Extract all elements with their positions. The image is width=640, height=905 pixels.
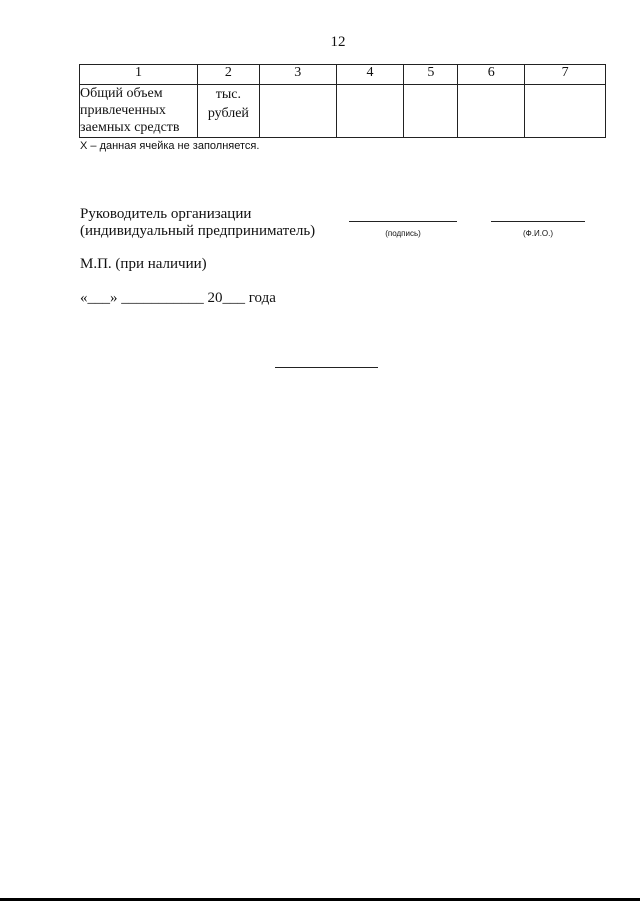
page-bottom-border <box>0 898 640 901</box>
row-label-line: привлеченных <box>80 103 166 118</box>
date-line: «___» ___________ 20___ года <box>80 290 276 306</box>
name-caption: (Ф.И.О.) <box>522 229 554 238</box>
column-header: 5 <box>404 65 458 85</box>
signature-caption: (подпись) <box>385 229 421 238</box>
column-header: 6 <box>458 65 525 85</box>
value-cell <box>525 85 606 138</box>
signatory-title <box>80 206 315 240</box>
end-separator <box>275 367 378 368</box>
value-cell <box>259 85 336 138</box>
unit-line: рублей <box>207 106 249 121</box>
column-header: 3 <box>259 65 336 85</box>
signature-line <box>349 221 457 222</box>
column-header: 2 <box>197 65 259 85</box>
name-line <box>491 221 585 222</box>
value-cell <box>458 85 525 138</box>
column-header: 7 <box>525 65 606 85</box>
signatory-title-line: (индивидуальный предприниматель) <box>80 223 316 239</box>
table-note: Х – данная ячейка не заполняется. <box>80 140 260 152</box>
value-cell <box>404 85 458 138</box>
column-header: 1 <box>80 65 198 85</box>
data-table <box>79 64 606 138</box>
row-label-line: Общий объем <box>80 86 163 101</box>
value-cell <box>336 85 404 138</box>
signatory-title-line: Руководитель организации <box>80 206 252 222</box>
row-label-line: заемных средств <box>80 120 180 135</box>
unit-line: тыс. <box>215 87 241 102</box>
table-header-row <box>80 65 606 85</box>
page-number: 12 <box>330 34 346 50</box>
row-label-cell <box>80 85 198 138</box>
column-header: 4 <box>336 65 404 85</box>
stamp-label: М.П. (при наличии) <box>80 256 207 272</box>
unit-cell <box>197 85 259 138</box>
table-row <box>80 85 606 138</box>
